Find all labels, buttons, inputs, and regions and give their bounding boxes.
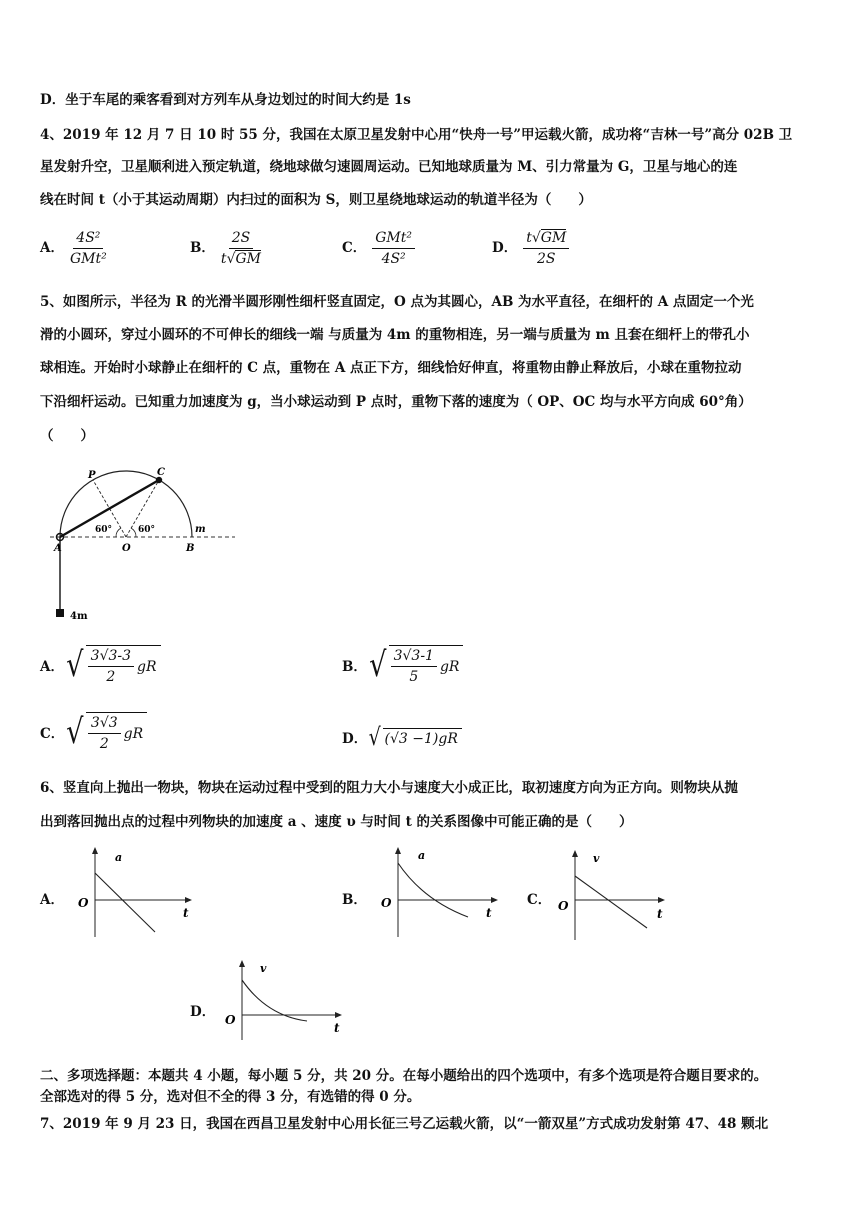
label-angle-2: 60° <box>138 525 156 535</box>
formula-tail: gR <box>137 658 157 675</box>
t-label: t <box>657 907 663 921</box>
origin-label: O <box>78 896 89 910</box>
label-p: P <box>88 470 96 481</box>
t-label: t <box>334 1021 340 1035</box>
angle-arc-1 <box>116 528 121 537</box>
q4-option-a <box>40 230 107 267</box>
q4-text-1: 4、2019 年 12 月 7 日 10 时 55 分，我国在太原卫星发射中心用“快舟一号”甲运载火箭，成功将“吉林一号”高分 02B 卫 <box>40 127 793 143</box>
q6-graph-c <box>555 848 675 943</box>
option-label: B． <box>190 240 215 256</box>
formula-tail: gR <box>439 658 460 675</box>
q6-graph-b <box>378 845 503 945</box>
q4-text-3: 线在时间 t（小于其运动周期）内扫过的面积为 S，则卫星绕地球运动的轨道半径为（ ） <box>40 192 592 208</box>
weight-block <box>56 609 64 617</box>
t-label: t <box>486 906 492 920</box>
fraction-denominator: 2 <box>106 669 116 685</box>
label-angle-1: 60° <box>95 525 113 535</box>
fraction-numerator: 3√3-3 <box>88 648 134 667</box>
fraction-denominator: t√GM <box>220 251 262 267</box>
q4-option-d <box>492 230 569 267</box>
semicircle-rod <box>60 471 192 537</box>
q6-option-b-label: B． <box>342 892 367 908</box>
option-label: D． <box>342 731 368 747</box>
formula-body: (√3 −1)gR <box>383 728 462 747</box>
formula-tail: gR <box>123 725 144 742</box>
fraction-numerator: 3√3-1 <box>391 648 437 667</box>
fraction-denominator: 4S² <box>381 251 406 267</box>
label-a: A <box>54 543 62 554</box>
fraction-denominator: GMt² <box>69 251 107 267</box>
label-c: C <box>157 467 165 478</box>
q6-graph-d <box>222 958 352 1043</box>
q7-text-1: 7、2019 年 9 月 23 日，我国在西昌卫星发射中心用长征三号乙运载火箭，以“一箭双星”方式成功发射第 47、48 颗北 <box>40 1116 769 1132</box>
option-label: D． <box>492 240 518 256</box>
q6-option-d-label: D． <box>190 1004 216 1020</box>
section2-heading-2: 全部选对的得 5 分，选对但不全的得 3 分，有选错的得 0 分。 <box>40 1089 421 1105</box>
graph-line <box>575 876 647 928</box>
q6-option-c-label: C． <box>527 892 552 908</box>
label-4m: 4m <box>70 611 88 622</box>
axis-label: a <box>115 851 123 864</box>
fraction-numerator: 2S <box>229 230 254 249</box>
q5-text-1: 5、如图所示，半径为 R 的光滑半圆形刚性细杆竖直固定，O 点为其圆心，AB 为水平直径，在细杆的 A 点固定一个光 <box>40 294 754 310</box>
q6-text-1: 6、竖直向上抛出一物块，物块在运动过程中受到的阻力大小与速度大小成正比，取初速度方向为正方向。则物块从抛 <box>40 780 738 796</box>
fraction-denominator: 5 <box>409 669 419 685</box>
axis-label: v <box>260 962 267 975</box>
q6-option-a-label: A． <box>40 892 64 908</box>
q6-graph-a <box>75 845 195 940</box>
section2-heading-1: 二、多项选择题：本题共 4 小题，每小题 5 分，共 20 分。在每小题给出的四个选项中，有多个选项是符合题目要求的。 <box>40 1068 768 1084</box>
fraction-numerator: 3√3 <box>88 715 121 734</box>
fraction-denominator: 2 <box>99 736 109 752</box>
axis-label: a <box>418 849 426 862</box>
graph-curve <box>398 863 468 917</box>
semicircle-figure <box>40 462 240 632</box>
q3-option-d: D．坐于车尾的乘客看到对方列车从身边划过的时间大约是 1s <box>40 92 411 108</box>
q5-option-d: D． √ (√3 −1)gR <box>342 725 462 749</box>
q5-text-4: 下沿细杆运动。已知重力加速度为 g，当小球运动到 P 点时，重物下落的速度为（ OP、OC 均与水平方向成 60°角） <box>40 394 752 410</box>
fraction-numerator: 4S² <box>73 230 103 249</box>
q4-text-2: 星发射升空，卫星顺利进入预定轨道，绕地球做匀速圆周运动。已知地球质量为 M、引力常量为 G，卫星与地心的连 <box>40 159 738 175</box>
option-label: C． <box>342 240 367 256</box>
graph-line <box>95 873 155 932</box>
q5-option-b: B． √ $\frac{3√3-1}{5}$ gR <box>342 645 463 685</box>
q4-option-b <box>190 230 261 267</box>
q5-text-2: 滑的小圆环，穿过小圆环的不可伸长的细线一端 与质量为 4m 的重物相连，另一端与质量为 m 且套在细杆上的带孔小 <box>40 327 750 343</box>
angle-arc-2 <box>131 528 136 537</box>
q5-text-3: 球相连。开始时小球静止在细杆的 C 点，重物在 A 点正下方，细线恰好伸直，将重物由静止释放后，小球在重物拉动 <box>40 360 742 376</box>
option-label: B． <box>342 659 367 675</box>
fraction-numerator: GMt² <box>372 230 415 249</box>
origin-label: O <box>558 899 569 913</box>
q5-option-a: A． √ $\frac{3√3-3}{2}$ gR <box>40 645 161 685</box>
q5-option-c: C． √ $\frac{3√3}{2}$ gR <box>40 712 147 752</box>
label-m: m <box>195 524 206 535</box>
fraction-numerator: t√GM <box>523 230 569 249</box>
t-label: t <box>183 906 189 920</box>
origin-label: O <box>381 896 392 910</box>
label-b: B <box>186 543 195 554</box>
q5-text-5: （ ） <box>40 428 94 444</box>
option-label: C． <box>40 726 65 742</box>
option-label: A． <box>40 659 64 675</box>
fraction-denominator: 2S <box>537 251 556 267</box>
q6-text-2: 出到落回抛出点的过程中列物块的加速度 a 、速度 υ 与时间 t 的关系图像中可能正确的是（ ） <box>40 814 633 830</box>
axis-label: v <box>593 852 600 865</box>
option-label: A． <box>40 240 64 256</box>
q4-option-c <box>342 230 415 267</box>
label-o: O <box>122 543 131 554</box>
origin-label: O <box>225 1013 236 1027</box>
